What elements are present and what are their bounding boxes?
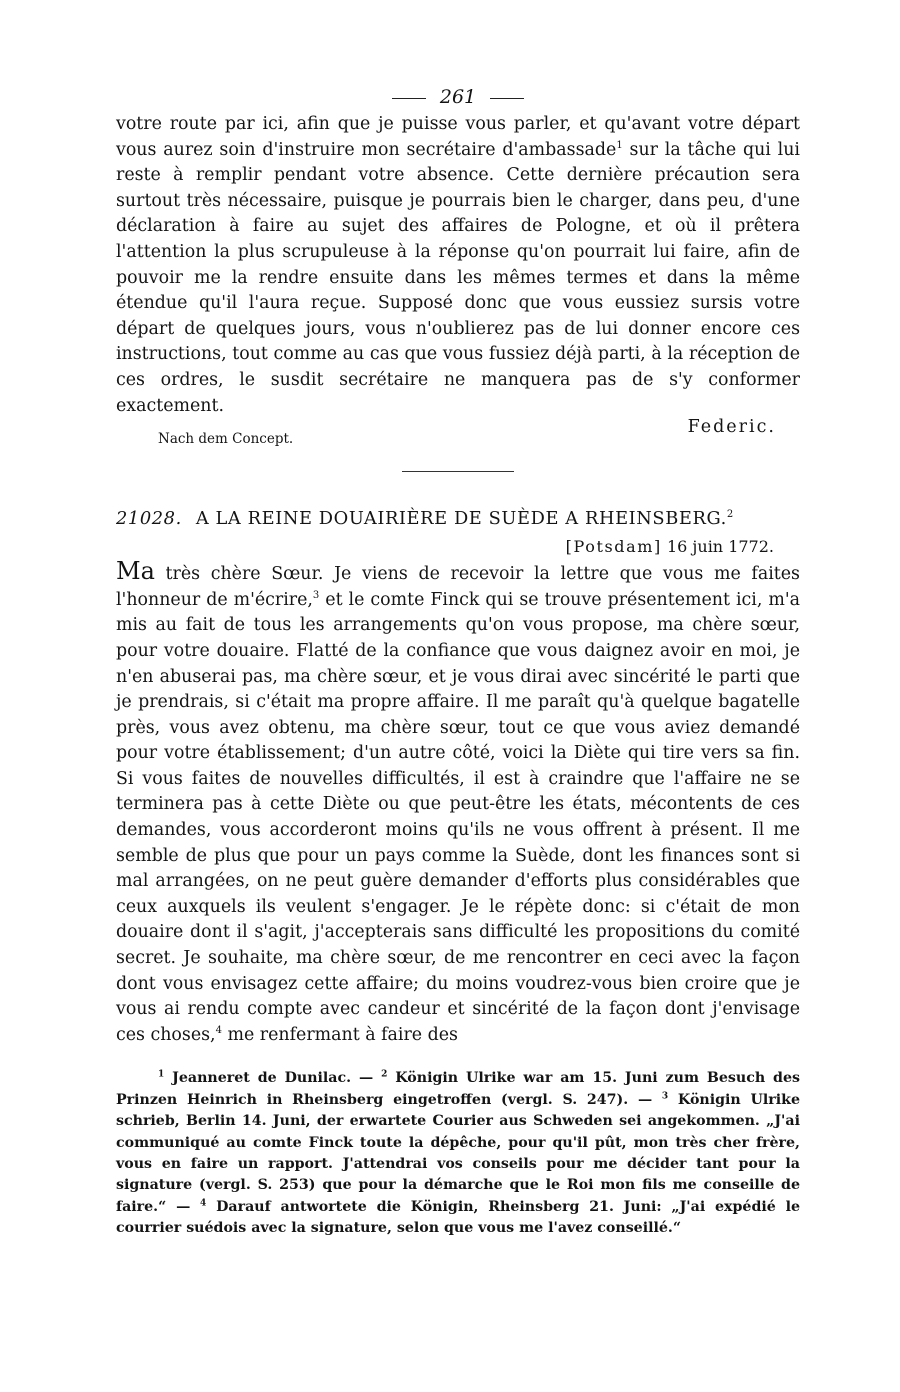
footnote-ref-3: 3 <box>312 589 320 601</box>
footnote-2-mark: 2 <box>381 1069 388 1080</box>
footnote-4-mark: 4 <box>200 1198 207 1209</box>
letter-place: [Potsdam] <box>565 537 662 557</box>
footnote-1: Jeanneret de Dunilac. — <box>164 1070 382 1087</box>
footnote-3: Königin Ulrike schrieb, Berlin 14. Juni, der erwartete Courier aus Schweden sei angekommen. „J'ai communiqué au comte Finck toute la dépêche, pour qu'il pût, mon très cher frère, vous en faire un rapport. J'attendrai vos conseils pour me décider tant pour la signature (vergl. S. 253) que pour la démarche que le Roi mon fils me conseille de faire.“ — <box>116 1091 800 1215</box>
footnote-ref-4: 4 <box>215 1025 222 1037</box>
continuation-text: votre route par ici, afin que je puisse vous parler, et qu'avant votre départ vous aurez soin d'instruire mon secrétaire d'ambassade <box>116 114 800 160</box>
page-header <box>116 82 800 112</box>
letter-body-text-3: me renfermant à faire des <box>221 1024 458 1045</box>
footnote-4: Darauf antwortete die Königin, Rheinsberg 21. Juni: „J'ai expédié le courrier suédois avec la signature, selon que vous me l'avez conseillé.“ <box>116 1198 800 1237</box>
footnote-ref-1: 1 <box>616 139 623 151</box>
footnote-1-mark: 1 <box>158 1069 165 1080</box>
signature-row <box>116 419 800 455</box>
header-rule-left <box>392 98 426 99</box>
letter-title: A LA REINE DOUAIRIÈRE DE SUÈDE A RHEINSBERG. <box>195 508 727 530</box>
continuation-paragraph <box>116 112 800 419</box>
book-page <box>116 82 800 1240</box>
section-divider <box>402 471 514 472</box>
footnote-2: Königin Ulrike war am 15. Juni zum Besuch des Prinzen Heinrich in Rheinsberg eingetroffen (vergl. S. 247). — <box>116 1070 800 1108</box>
letter-dateline <box>116 535 774 559</box>
letter-date: 16 juin 1772. <box>661 537 774 557</box>
continuation-text-2: sur la tâche qui lui reste à remplir pendant votre absence. Cette dernière précaution sera surtout très nécessaire, puisque je pourrais bien le charger, dans peu, d'une déclaration à faire au sujet des affaires de Pologne, et où il prêtera l'attention la plus scrupuleuse à la réponse qu'on pourrait lui faire, afin de pouvoir me la rendre ensuite dans les mêmes termes et dans la même étendue qu'il l'aura reçue. Supposé donc que vous eussiez sursis votre départ de quelques jours, vous n'oublierez pas de lui donner encore ces instructions, tout comme au cas que vous fussiez déjà parti, à la réception de ces ordres, le susdit secrétaire ne manquera pas de s'y conformer exactement. <box>116 139 800 416</box>
letter-body-text-2: et le comte Finck qui se trouve présentement ici, m'a mis au fait de tous les arrangements qu'on vous propose, ma chère sœur, pour votre douaire. Flatté de la confiance que vous daignez avoir en moi, je n'en abuserai pas, ma chère sœur, et je vous dirai avec sincérité le parti que je prendrais, si c'était ma propre affaire. Il me paraît qu'à quelque bagatelle près, vous avez obtenu, ma chère sœur, tout ce que vous aviez demandé pour votre établissement; d'un autre côté, voici la Diète qui tire vers sa fin. Si vous faites de nouvelles difficultés, il est à craindre que l'affaire ne se terminera pas à cette Diète ou que peut-être les états, mécontents de ces demandes, vous accorderont moins qu'ils ne vous offrent à présent. Il me semble de plus que pour un pays comme la Suède, dont les finances sont si mal arrangées, on ne peut guère demander d'efforts plus considérables que ceux auxquels ils veulent s'engager. Je le répète donc: si c'était de mon douaire dont il s'agit, j'accepterais sans difficulté les propositions du comité secret. Je souhaite, ma chère sœur, de me rencontrer en ceci avec la façon dont vous envisagez cette affaire; du moins voudrez-vous bien croire que je vous ai rendu compte avec candeur et sincérité de la façon dont j'envisage ces choses, <box>116 589 800 1045</box>
page-number: 261 <box>439 86 477 108</box>
footnote-ref-2: 2 <box>726 509 734 521</box>
footnote-block <box>116 1068 800 1239</box>
letter-number: 21028. <box>116 508 182 530</box>
signature: Federic. <box>687 417 776 438</box>
footnote-3-mark: 3 <box>661 1091 669 1102</box>
source-note: Nach dem Concept. <box>158 431 294 448</box>
header-rule-right <box>490 98 524 99</box>
footnotes <box>116 1068 800 1239</box>
letter-body-text-1: très chère Sœur. Je viens de recevoir la lettre que vous me faites l'honneur de m'écrire, <box>116 564 800 610</box>
letter-body <box>116 559 800 1048</box>
letter-initial: Ma <box>116 557 155 586</box>
letter-heading <box>116 506 800 532</box>
